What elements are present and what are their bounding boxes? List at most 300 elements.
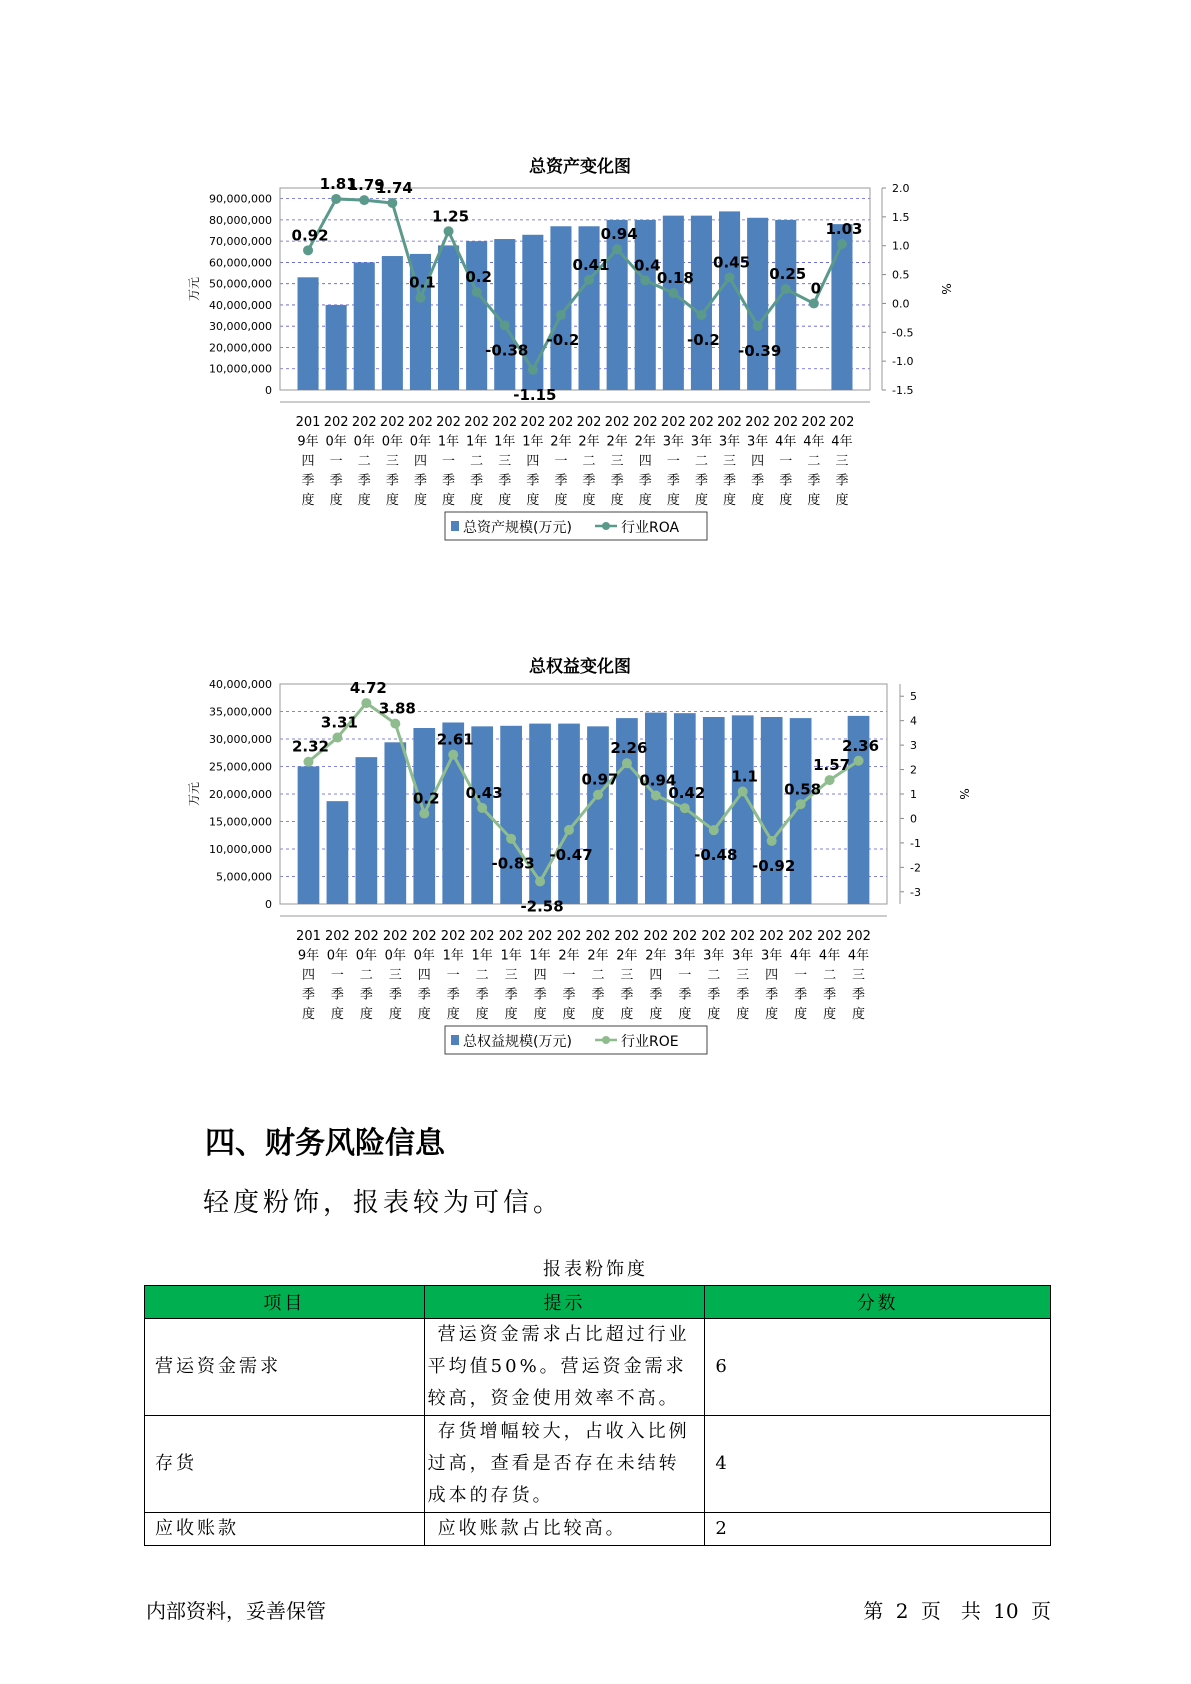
data-label: 0.2 — [465, 267, 492, 286]
data-label: 1.81 — [319, 174, 357, 193]
x-tick-label: 度 — [707, 1007, 721, 1022]
total-assets-chart — [160, 140, 1000, 600]
y2-tick-label: -1.0 — [892, 355, 914, 369]
x-tick-label: 四 — [649, 968, 663, 983]
x-tick-label: 四 — [533, 968, 547, 983]
x-tick-label: 四 — [413, 454, 427, 469]
x-tick-label: 202 — [801, 415, 827, 430]
x-tick-label: 4年 — [775, 434, 797, 450]
x-tick-label: 四 — [301, 968, 315, 983]
x-tick-label: 四 — [765, 968, 779, 983]
y2-tick-label: 5 — [910, 690, 917, 704]
x-tick-label: 季 — [582, 473, 596, 489]
x-tick-label: 1年 — [437, 434, 460, 450]
x-tick-label: 4年 — [831, 434, 853, 450]
data-label: 3.31 — [320, 713, 358, 732]
x-tick-label: 一 — [554, 454, 568, 469]
data-label: 1.57 — [813, 756, 851, 775]
y2-tick-label: 3 — [910, 739, 917, 753]
y-tick-label: 60,000,000 — [209, 256, 272, 270]
x-tick-label: 度 — [498, 493, 512, 508]
bar — [382, 256, 403, 390]
x-tick-label: 季 — [446, 987, 460, 1003]
x-tick-label: 202 — [548, 415, 574, 430]
x-tick-label: 度 — [823, 1007, 837, 1022]
y-tick-label: 15,000,000 — [209, 815, 272, 829]
x-tick-label: 0年 — [413, 948, 435, 964]
x-tick-label: 0年 — [409, 434, 432, 450]
line-point — [796, 799, 806, 809]
header-hint: 提示 — [424, 1286, 705, 1319]
x-tick-label: 9年 — [297, 434, 319, 450]
x-tick-label: 季 — [301, 473, 315, 489]
x-tick-label: 季 — [526, 473, 540, 489]
footer-left: 内部资料，妥善保管 — [146, 1599, 326, 1623]
row-hint: 应收账款占比较高。 — [424, 1513, 705, 1546]
x-tick-label: 度 — [751, 493, 765, 508]
line-point — [696, 310, 706, 320]
legend-line-marker — [602, 522, 610, 530]
y-tick-label: 5,000,000 — [216, 870, 272, 884]
line-point — [361, 698, 371, 708]
footer-page-number: 第 2 页 共 10 页 — [863, 1599, 1051, 1623]
x-tick-label: 季 — [707, 987, 721, 1003]
y-tick-label: 20,000,000 — [209, 341, 272, 355]
line-point — [781, 284, 791, 294]
x-tick-label: 度 — [582, 493, 596, 508]
legend-bar-swatch — [451, 1035, 459, 1045]
data-label: 2.26 — [610, 739, 648, 758]
x-tick-label: 季 — [779, 473, 793, 489]
data-label: 0.94 — [600, 225, 638, 244]
x-tick-label: 季 — [475, 987, 489, 1003]
x-tick-label: 三 — [385, 454, 399, 469]
legend-line-label: 行业ROE — [621, 1034, 679, 1050]
line-point — [500, 320, 510, 330]
data-label: -0.83 — [491, 854, 535, 873]
x-tick-label: 度 — [794, 1007, 808, 1022]
x-tick-label: 2年 — [578, 434, 600, 450]
x-tick-label: 一 — [666, 454, 680, 469]
x-tick-label: 202 — [411, 929, 437, 944]
line-point — [753, 321, 763, 331]
bar — [384, 742, 406, 904]
line-point — [506, 834, 516, 844]
y2-tick-label: 1.5 — [892, 210, 910, 224]
x-tick-label: 二 — [591, 968, 605, 983]
bar — [831, 224, 852, 390]
x-tick-label: 2年 — [550, 434, 572, 450]
line-point — [332, 733, 342, 743]
x-tick-label: 度 — [678, 1007, 692, 1022]
x-tick-label: 2年 — [645, 948, 667, 964]
line-point — [767, 836, 777, 846]
x-tick-label: 202 — [717, 415, 742, 430]
x-tick-label: 度 — [388, 1007, 402, 1022]
x-tick-label: 四 — [526, 454, 540, 469]
x-tick-label: 季 — [751, 473, 765, 489]
row-hint: 存货增幅较大，占收入比例过高，查看是否存在未结转成本的存货。 — [424, 1416, 705, 1513]
row-item: 营运资金需求 — [145, 1319, 425, 1416]
x-tick-label: 四 — [638, 454, 652, 469]
line-point — [564, 825, 574, 835]
data-label: 2.36 — [842, 736, 880, 755]
y-tick-label: 30,000,000 — [209, 733, 272, 746]
x-tick-label: 一 — [779, 454, 793, 469]
x-tick-label: 季 — [470, 473, 484, 489]
y-tick-label: 50,000,000 — [209, 277, 272, 291]
x-tick-label: 1年 — [500, 948, 522, 964]
x-tick-label: 一 — [794, 968, 808, 983]
data-label: 4.72 — [349, 679, 387, 698]
table-row — [145, 1416, 1051, 1513]
bar — [761, 717, 783, 904]
x-tick-label: 度 — [417, 1007, 431, 1022]
x-tick-label: 季 — [823, 987, 837, 1003]
x-tick-label: 202 — [379, 415, 405, 430]
x-tick-label: 1年 — [466, 434, 488, 450]
x-tick-label: 三 — [852, 968, 866, 983]
data-label: 0.94 — [639, 771, 677, 790]
x-tick-label: 季 — [442, 473, 456, 489]
x-tick-label: 季 — [385, 473, 399, 489]
x-tick-label: 季 — [638, 473, 652, 489]
legend-line-marker — [602, 1036, 610, 1044]
x-tick-label: 度 — [852, 1007, 866, 1022]
data-label: 0.2 — [412, 789, 440, 808]
bar — [326, 305, 347, 390]
data-label: -0.48 — [694, 846, 738, 865]
data-label: 0.92 — [291, 226, 329, 245]
x-tick-label: 季 — [413, 473, 427, 489]
x-tick-label: 度 — [504, 1007, 518, 1022]
chart-svg — [160, 140, 1000, 600]
x-tick-label: 三 — [736, 968, 750, 983]
section-heading: 四、财务风险信息 — [205, 1126, 445, 1161]
x-tick-label: 季 — [765, 987, 779, 1003]
x-tick-label: 度 — [779, 493, 793, 508]
line-point — [419, 809, 429, 819]
x-tick-label: 度 — [446, 1007, 460, 1022]
y2-tick-label: 2.0 — [892, 182, 910, 195]
line-point — [303, 757, 313, 767]
bar — [550, 226, 571, 390]
x-tick-label: 1年 — [471, 948, 493, 964]
x-tick-label: 季 — [807, 473, 821, 489]
x-tick-label: 季 — [388, 987, 402, 1003]
x-tick-label: 季 — [610, 473, 624, 489]
line-point — [725, 272, 735, 282]
y-tick-label: 90,000,000 — [209, 192, 272, 206]
x-tick-label: 三 — [620, 968, 634, 983]
x-tick-label: 季 — [620, 987, 634, 1003]
legend-line-label: 行业ROA — [621, 520, 680, 536]
x-tick-label: 201 — [295, 415, 321, 430]
x-tick-label: 一 — [562, 968, 576, 983]
y-tick-label: 40,000,000 — [209, 298, 272, 312]
data-label: -0.38 — [485, 341, 529, 360]
line-point — [556, 310, 566, 320]
y-tick-label: 0 — [265, 898, 272, 911]
line-point — [680, 803, 690, 813]
bar — [466, 241, 487, 390]
x-tick-label: 1年 — [529, 948, 551, 964]
y2-tick-label: -1.5 — [892, 384, 914, 397]
data-label: 0.25 — [769, 265, 807, 283]
risk-table — [144, 1285, 1051, 1546]
x-tick-label: 202 — [759, 929, 785, 944]
x-tick-label: 度 — [475, 1007, 489, 1022]
x-tick-label: 度 — [554, 493, 568, 508]
x-tick-label: 季 — [562, 987, 576, 1003]
x-tick-label: 四 — [751, 454, 765, 469]
bar — [719, 211, 740, 390]
x-tick-label: 度 — [329, 493, 343, 508]
x-tick-label: 202 — [351, 415, 377, 430]
bar — [327, 801, 349, 904]
data-label: 0.43 — [465, 783, 503, 802]
x-tick-label: 202 — [382, 929, 408, 944]
bar — [587, 726, 609, 904]
x-tick-label: 202 — [520, 415, 546, 430]
data-label: 0.58 — [784, 780, 822, 799]
data-label: -0.92 — [752, 856, 796, 875]
line-point — [415, 293, 425, 303]
line-point — [612, 244, 622, 254]
x-tick-label: 度 — [533, 1007, 547, 1022]
y2-tick-label: 4 — [910, 714, 917, 728]
data-label: 1.1 — [731, 767, 759, 786]
x-tick-label: 202 — [846, 929, 871, 944]
data-label: 0.4 — [633, 256, 661, 275]
x-tick-label: 四 — [417, 968, 431, 983]
x-tick-label: 202 — [323, 415, 349, 430]
x-tick-label: 度 — [562, 1007, 576, 1022]
x-tick-label: 季 — [301, 987, 315, 1003]
bar — [635, 220, 656, 390]
data-label: -0.2 — [546, 330, 580, 349]
x-tick-label: 季 — [498, 473, 512, 489]
x-tick-label: 季 — [591, 987, 605, 1003]
x-tick-label: 1年 — [442, 948, 464, 964]
x-tick-label: 202 — [632, 415, 658, 430]
x-tick-label: 202 — [325, 929, 350, 944]
data-label: -1.15 — [513, 385, 557, 404]
x-tick-label: 度 — [385, 493, 399, 508]
x-tick-label: 202 — [464, 415, 490, 430]
x-tick-label: 202 — [745, 415, 771, 430]
data-label: 0.41 — [572, 255, 610, 274]
x-tick-label: 二 — [357, 454, 371, 469]
x-tick-label: 度 — [649, 1007, 663, 1022]
line-point — [535, 877, 545, 887]
x-tick-label: 4年 — [818, 948, 841, 964]
x-tick-label: 202 — [643, 929, 669, 944]
line-point — [593, 790, 603, 800]
x-tick-label: 二 — [470, 454, 484, 469]
x-tick-label: 度 — [357, 493, 371, 508]
y-tick-label: 20,000,000 — [209, 788, 272, 801]
bar — [645, 713, 667, 904]
line-point — [668, 288, 678, 298]
data-label: 0.18 — [656, 269, 694, 288]
bar — [775, 220, 796, 390]
y-axis-label: 万元 — [187, 276, 201, 302]
x-tick-label: 季 — [852, 987, 866, 1003]
x-tick-label: 3年 — [662, 434, 684, 450]
table-caption: 报表粉饰度 — [543, 1259, 648, 1280]
x-tick-label: 202 — [730, 929, 756, 944]
data-label: 0.1 — [409, 273, 436, 292]
y2-tick-label: 2 — [910, 763, 917, 777]
x-tick-label: 一 — [329, 454, 343, 469]
x-tick-label: 三 — [610, 454, 624, 469]
bar — [703, 717, 725, 904]
x-tick-label: 季 — [666, 473, 680, 489]
x-tick-label: 季 — [417, 987, 431, 1003]
bar — [579, 226, 600, 390]
line-point — [640, 275, 650, 285]
y-tick-label: 40,000,000 — [209, 678, 272, 691]
x-tick-label: 季 — [794, 987, 808, 1003]
y-tick-label: 25,000,000 — [209, 760, 272, 774]
y-axis-label: 万元 — [187, 781, 201, 807]
data-label: 2.32 — [291, 737, 329, 756]
x-tick-label: 一 — [330, 968, 344, 983]
bar — [558, 724, 580, 904]
bar — [790, 718, 812, 904]
x-tick-label: 4年 — [803, 434, 825, 450]
x-tick-label: 二 — [707, 968, 721, 983]
x-tick-label: 2年 — [634, 434, 656, 450]
x-tick-label: 4年 — [789, 948, 812, 964]
x-tick-label: 二 — [694, 454, 708, 469]
y2-tick-label: 1.0 — [892, 239, 910, 253]
x-tick-label: 202 — [585, 929, 611, 944]
x-tick-label: 三 — [723, 454, 737, 469]
x-tick-label: 0年 — [325, 434, 347, 450]
x-tick-label: 季 — [533, 987, 547, 1003]
x-tick-label: 3年 — [674, 948, 696, 964]
data-label: 1.79 — [347, 176, 385, 195]
data-label: -0.2 — [687, 330, 720, 349]
x-tick-label: 202 — [829, 415, 855, 430]
line-point — [622, 758, 632, 768]
x-tick-label: 3年 — [718, 434, 741, 450]
data-label: 0 — [810, 279, 822, 298]
x-tick-label: 度 — [330, 1007, 344, 1022]
y2-tick-label: 0 — [910, 812, 917, 826]
y2-axis-label: % — [957, 788, 971, 800]
x-tick-label: 3年 — [747, 434, 769, 450]
x-tick-label: 一 — [442, 454, 456, 469]
row-item: 应收账款 — [145, 1513, 425, 1546]
x-tick-label: 度 — [359, 1007, 373, 1022]
x-tick-label: 2年 — [616, 948, 638, 964]
x-tick-label: 202 — [576, 415, 602, 430]
y2-tick-label: -2 — [910, 861, 921, 875]
x-tick-label: 季 — [678, 987, 692, 1003]
x-tick-label: 二 — [582, 454, 596, 469]
row-item: 存货 — [145, 1416, 425, 1513]
x-tick-label: 三 — [388, 968, 402, 983]
data-label: -0.47 — [549, 845, 593, 864]
line-point — [390, 719, 400, 729]
line-point — [528, 365, 538, 375]
x-tick-label: 202 — [408, 415, 433, 430]
x-tick-label: 202 — [788, 929, 814, 944]
x-tick-label: 3年 — [732, 948, 754, 964]
x-tick-label: 三 — [835, 454, 849, 469]
y2-tick-label: 1 — [910, 788, 917, 801]
y-tick-label: 10,000,000 — [209, 843, 272, 856]
x-tick-label: 0年 — [355, 948, 378, 964]
row-score: 2 — [705, 1513, 1051, 1546]
x-tick-label: 度 — [666, 493, 680, 508]
y-tick-label: 70,000,000 — [209, 235, 272, 249]
y-tick-label: 80,000,000 — [209, 213, 272, 227]
x-tick-label: 202 — [469, 929, 495, 944]
row-score: 4 — [705, 1416, 1051, 1513]
x-tick-label: 度 — [301, 493, 315, 508]
data-label: 1.74 — [375, 179, 413, 198]
line-point — [584, 275, 594, 285]
y-tick-label: 30,000,000 — [209, 320, 272, 334]
x-tick-label: 202 — [436, 415, 461, 430]
x-tick-label: 度 — [765, 1007, 779, 1022]
x-tick-label: 季 — [694, 473, 708, 489]
bar — [438, 245, 459, 390]
line-point — [854, 756, 864, 766]
x-tick-label: 0年 — [384, 948, 406, 964]
chart-title: 总资产变化图 — [529, 157, 631, 177]
line-point — [303, 245, 313, 255]
y2-tick-label: -3 — [910, 885, 921, 899]
x-tick-label: 二 — [807, 454, 821, 469]
x-tick-label: 3年 — [703, 948, 725, 964]
chart-title: 总权益变化图 — [529, 657, 631, 677]
x-tick-label: 季 — [649, 987, 663, 1003]
legend-bar-swatch — [451, 521, 459, 531]
line-point — [472, 287, 482, 297]
x-tick-label: 度 — [610, 493, 624, 508]
bar — [298, 767, 320, 905]
data-label: -2.58 — [520, 897, 564, 916]
bar — [356, 757, 378, 904]
x-tick-label: 202 — [353, 929, 379, 944]
header-item: 项目 — [145, 1286, 425, 1319]
line-point — [825, 775, 835, 785]
x-tick-label: 202 — [817, 929, 842, 944]
x-tick-label: 202 — [773, 415, 799, 430]
x-tick-label: 三 — [504, 968, 518, 983]
bar — [298, 277, 319, 390]
x-tick-label: 202 — [492, 415, 518, 430]
x-tick-label: 202 — [527, 929, 553, 944]
total-equity-chart — [160, 640, 1000, 1100]
x-tick-label: 202 — [660, 415, 686, 430]
x-tick-label: 3年 — [690, 434, 713, 450]
y2-tick-label: -0.5 — [892, 326, 914, 340]
row-score: 6 — [705, 1319, 1051, 1416]
x-tick-label: 度 — [620, 1007, 634, 1022]
section-summary: 轻度粉饰，报表较为可信。 — [203, 1188, 564, 1218]
bar — [747, 218, 768, 390]
x-tick-label: 度 — [638, 493, 652, 508]
x-tick-label: 二 — [475, 968, 489, 983]
x-tick-label: 201 — [296, 929, 321, 944]
x-tick-label: 202 — [672, 929, 698, 944]
